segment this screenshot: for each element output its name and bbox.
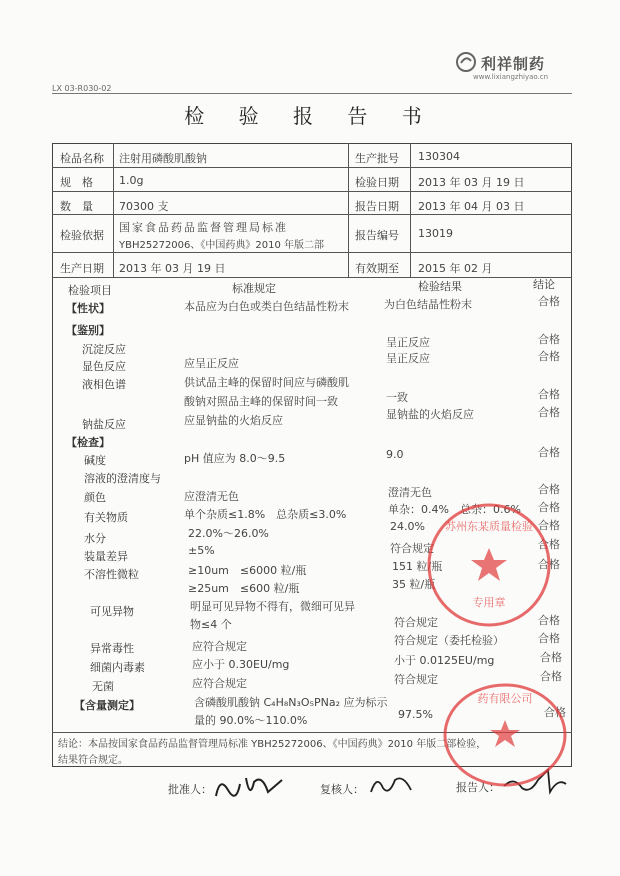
row-standard: 应呈正反应 [184, 357, 239, 370]
production-date: 2013 年 03 月 19 日 [119, 262, 226, 275]
header-rule [52, 93, 572, 94]
column-header-conclusion: 结论 [533, 278, 555, 291]
svg-text:药有限公司: 药有限公司 [477, 692, 533, 705]
logo-mark-icon [455, 51, 477, 73]
row-standard: 供试品主峰的保留时间应与磷酸肌 [184, 376, 349, 389]
row-conclusion: 合格 [538, 406, 560, 419]
svg-text:苏州东某质量检验: 苏州东某质量检验 [445, 520, 533, 533]
row-item: 【鉴别】 [66, 324, 110, 337]
document-code: LX 03-R030-02 [52, 84, 112, 93]
row-standard: 22.0%～26.0% [188, 527, 269, 540]
row-result: 符合规定（委托检验） [394, 634, 504, 647]
logo-url: www.lixiangzhiyao.cn [473, 73, 549, 81]
row-result: 97.5% [398, 708, 433, 721]
row-conclusion: 合格 [540, 670, 562, 683]
row-conclusion: 合格 [538, 388, 560, 401]
report-number: 13019 [418, 227, 453, 240]
grid-line [52, 191, 572, 192]
row-item: 液相色谱 [82, 378, 126, 391]
spec-value: 1.0g [119, 174, 144, 187]
row-conclusion: 合格 [538, 614, 560, 627]
conclusion-line-1: 结论：本品按国家食品药品监督管理局标准 YBH25272006、《中国药典》2010 年版二部检验， [58, 739, 487, 750]
batch-number: 130304 [418, 150, 460, 163]
row-standard: 应符合规定 [192, 640, 247, 653]
approver-label: 批准人： [168, 783, 212, 796]
row-result: 呈正反应 [386, 336, 430, 349]
row-item: 细菌内毒素 [90, 661, 145, 674]
spec-label: 规 格 [60, 176, 93, 189]
svg-text:专用章: 专用章 [472, 596, 506, 609]
row-result: 9.0 [386, 448, 404, 461]
row-result: 小于 0.0125EU/mg [394, 654, 495, 667]
conclusion-line-2: 结果符合规定。 [58, 755, 128, 766]
grid-line [52, 277, 572, 278]
row-item: 碱度 [84, 454, 106, 467]
quantity-value: 70300 支 [119, 200, 169, 213]
row-conclusion: 合格 [538, 632, 560, 645]
row-result: 呈正反应 [386, 352, 430, 365]
row-item: 溶液的澄清度与 [84, 472, 161, 485]
product-name: 注射用磷酸肌酸钠 [119, 152, 207, 165]
row-result: 24.0% [390, 520, 425, 533]
row-conclusion: 合格 [538, 519, 560, 532]
row-conclusion: 合格 [538, 538, 560, 551]
approver-signature [210, 770, 288, 806]
row-result: 一致 [386, 391, 408, 404]
row-item: 异常毒性 [90, 642, 134, 655]
row-item: 【含量测定】 [74, 699, 140, 712]
row-result: 显钠盐的火焰反应 [386, 408, 474, 421]
test-date-label: 检验日期 [355, 176, 399, 189]
row-standard: 单个杂质≤1.8% 总杂质≤3.0% [184, 508, 347, 521]
page-title: 检 验 报 告 书 [184, 104, 436, 128]
row-result: 单杂：0.4% 总杂：0.6% [388, 503, 521, 516]
row-standard: 应小于 0.30EU/mg [192, 658, 290, 671]
grid-line [52, 214, 572, 215]
grid-line [52, 167, 572, 168]
column-header-item: 检验项目 [68, 284, 112, 297]
row-item: 可见异物 [90, 605, 134, 618]
quality-inspection-stamp [424, 500, 554, 630]
grid-line [410, 143, 411, 277]
row-result: 符合规定 [394, 616, 438, 629]
expiry-label: 有效期至 [355, 262, 399, 275]
row-conclusion: 合格 [538, 446, 560, 459]
quantity-label: 数 量 [60, 200, 93, 213]
row-standard: 应澄清无色 [184, 490, 239, 503]
batch-label: 生产批号 [355, 152, 399, 165]
row-standard: 量的 90.0%～110.0% [194, 714, 308, 727]
row-result: 符合规定 [390, 542, 434, 555]
row-standard: 酸钠对照品主峰的保留时间一致 [184, 395, 338, 408]
column-header-standard: 标准规定 [232, 282, 276, 295]
row-conclusion: 合格 [538, 295, 560, 308]
row-item: 无菌 [92, 680, 114, 693]
row-item: 不溶性微粒 [84, 568, 139, 581]
row-result: 澄清无色 [388, 486, 432, 499]
row-standard: ±5% [188, 544, 215, 557]
row-conclusion: 合格 [544, 706, 566, 719]
row-standard: 含磷酸肌酸钠 C₄H₈N₃O₅PNa₂ 应为标示 [194, 696, 388, 709]
row-item: 显色反应 [82, 360, 126, 373]
row-item: 有关物质 [84, 511, 128, 524]
report-date-label: 报告日期 [355, 200, 399, 213]
row-standard: 明显可见异物不得有，微细可见异 [190, 600, 355, 613]
row-item: 水分 [84, 532, 106, 545]
row-conclusion: 合格 [538, 501, 560, 514]
row-standard: 本品应为白色或类白色结晶性粉末 [184, 300, 349, 313]
company-seal-stamp [440, 680, 570, 790]
basis-line-1: 国家食品药品监督管理局标准 [119, 221, 288, 234]
row-standard: 物≤4 个 [190, 618, 232, 631]
row-item: 【性状】 [66, 302, 110, 315]
grid-line [348, 143, 349, 277]
row-result: 符合规定 [394, 673, 438, 686]
row-item: 装量差异 [84, 550, 128, 563]
row-standard: pH 值应为 8.0～9.5 [184, 452, 286, 465]
row-conclusion: 合格 [538, 333, 560, 346]
production-date-label: 生产日期 [60, 262, 104, 275]
report-number-label: 报告编号 [355, 229, 399, 242]
reviewer-signature [367, 770, 417, 800]
report-date: 2013 年 04 月 03 日 [418, 200, 525, 213]
row-standard: 应显钠盐的火焰反应 [184, 414, 283, 427]
row-conclusion: 合格 [538, 558, 560, 571]
logo-name: 利祥制药 [481, 55, 546, 73]
column-header-result: 检验结果 [418, 280, 462, 293]
row-conclusion: 合格 [540, 651, 562, 664]
row-item: 【检查】 [66, 436, 110, 449]
row-result: 35 粒/瓶 [392, 578, 436, 591]
row-standard: ≥10um ≤6000 粒/瓶 [188, 564, 307, 577]
test-date: 2013 年 03 月 19 日 [418, 176, 525, 189]
basis-line-2: YBH25272006、《中国药典》2010 年版二部 [119, 240, 325, 251]
row-item: 颜色 [84, 491, 106, 504]
expiry-date: 2015 年 02 月 [418, 262, 493, 275]
grid-line [52, 252, 572, 253]
row-result: 151 粒/瓶 [392, 560, 443, 573]
reporter-label: 报告人： [456, 781, 500, 794]
basis-label: 检验依据 [60, 229, 104, 242]
row-conclusion: 合格 [538, 483, 560, 496]
row-item: 钠盐反应 [82, 418, 126, 431]
row-result: 为白色结晶性粉末 [384, 298, 472, 311]
row-standard: ≥25um ≤600 粒/瓶 [188, 582, 300, 595]
grid-line [113, 143, 114, 277]
row-item: 沉淀反应 [82, 343, 126, 356]
row-standard: 应符合规定 [192, 677, 247, 690]
row-conclusion: 合格 [538, 350, 560, 363]
reviewer-label: 复核人： [320, 783, 364, 796]
product-name-label: 检品名称 [60, 152, 104, 165]
